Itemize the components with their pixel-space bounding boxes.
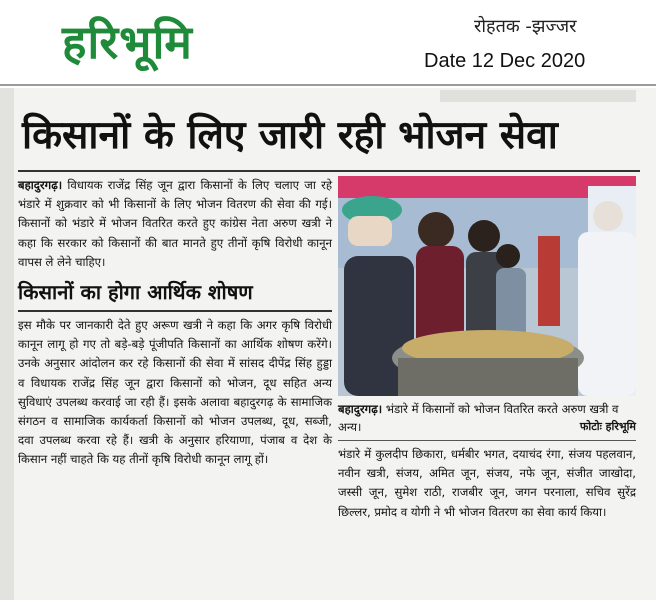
edition-label: रोहतक -झज्जर: [474, 16, 577, 37]
masthead-divider: [0, 84, 656, 86]
photo-credit: फोटोः हरिभूमि: [579, 420, 636, 433]
caption-rule: [338, 440, 636, 441]
article-left-column: [18, 176, 332, 586]
news-photo: [338, 176, 636, 396]
photo-illustration: [338, 176, 636, 396]
article-right-column: [338, 176, 636, 586]
paragraph-1-text: विधायक राजेंद्र सिंह जून द्वारा किसानों के लिए चलाए जा रहे भंडारे में शुक्रवार को भी किसानों के लिए भोजन वितरण की सेवा की गई। किसानों को भंडारे में भोजन वितरित करते हुए कांग्रेस नेता अरुण खत्री ने कहा कि सरकार को किसानों की बात मानते हुए तीनों कृषि विरोधी कानून वापस ले लेने चाहिए।: [18, 178, 332, 269]
article-paragraph-3: भंडारे में कुलदीप छिकारा, धर्मबीर भगत, दयाचंद रंगा, संजय पहलवान, नवीन खत्री, संजय, अमित जून, संजय, नफे जून, संजीत जाखोदा, जस्सी जून, सुमेश राठी, राजबीर जून, जगन परनाला, सचिव सुरेंद्र छिल्लर, प्रमोद व योगी ने भी भोजन वितरण का सेवा कार्य किया।: [338, 447, 636, 519]
headline-rule: [18, 170, 640, 172]
newspaper-logo: हरिभूमि: [62, 15, 193, 69]
article-paragraph-1: [18, 176, 332, 272]
clipping-top-strip: [440, 90, 636, 102]
date-label: Date 12 Dec 2020: [424, 50, 586, 72]
article-headline: किसानों के लिए जारी रही भोजन सेवा: [22, 113, 558, 158]
article-paragraph-2: इस मौके पर जानकारी देते हुए अरूण खत्री ने कहा कि अगर कृषि विरोधी कानून लागू हो गए तो बड़े-बड़े पूंजीपति किसानों का आर्थिक शोषण करेंगे। उनके अनुसार आंदोलन कर रहे किसानों की सेवा में सांसद दीपेंद्र सिंह हुड्डा व विधायक राजेंद्र सिंह जून द्वारा किसानों को भोजन, दूध सहित अन्य सुविधाएं उपलब्ध करवाई जा रही हैं। इसके अलावा बहादुरगढ़ के सामाजिक संगठन व सामाजिक कार्यकर्ता किसानों को भोजन उपलब्ध, दूध, सब्जी, दवा उपलब्ध करवा रहे हैं। खत्री के अनुसार हरियाणा, पंजाब व देश के किसान नहीं चाहते कि यह तीनों कृषि विरोधी कानून लागू हों।: [18, 318, 332, 467]
masthead: [0, 0, 656, 86]
caption-text: भंडारे में किसानों को भोजन वितरित करते अरुण खत्री व अन्य।: [338, 402, 619, 434]
caption-dateline: बहादुरगढ़।: [338, 402, 383, 416]
photo-caption: [338, 400, 636, 436]
dateline: बहादुरगढ़।: [18, 178, 63, 192]
clipping-edge: [0, 88, 14, 600]
article-subheading: किसानों का होगा आर्थिक शोषण: [18, 276, 332, 312]
